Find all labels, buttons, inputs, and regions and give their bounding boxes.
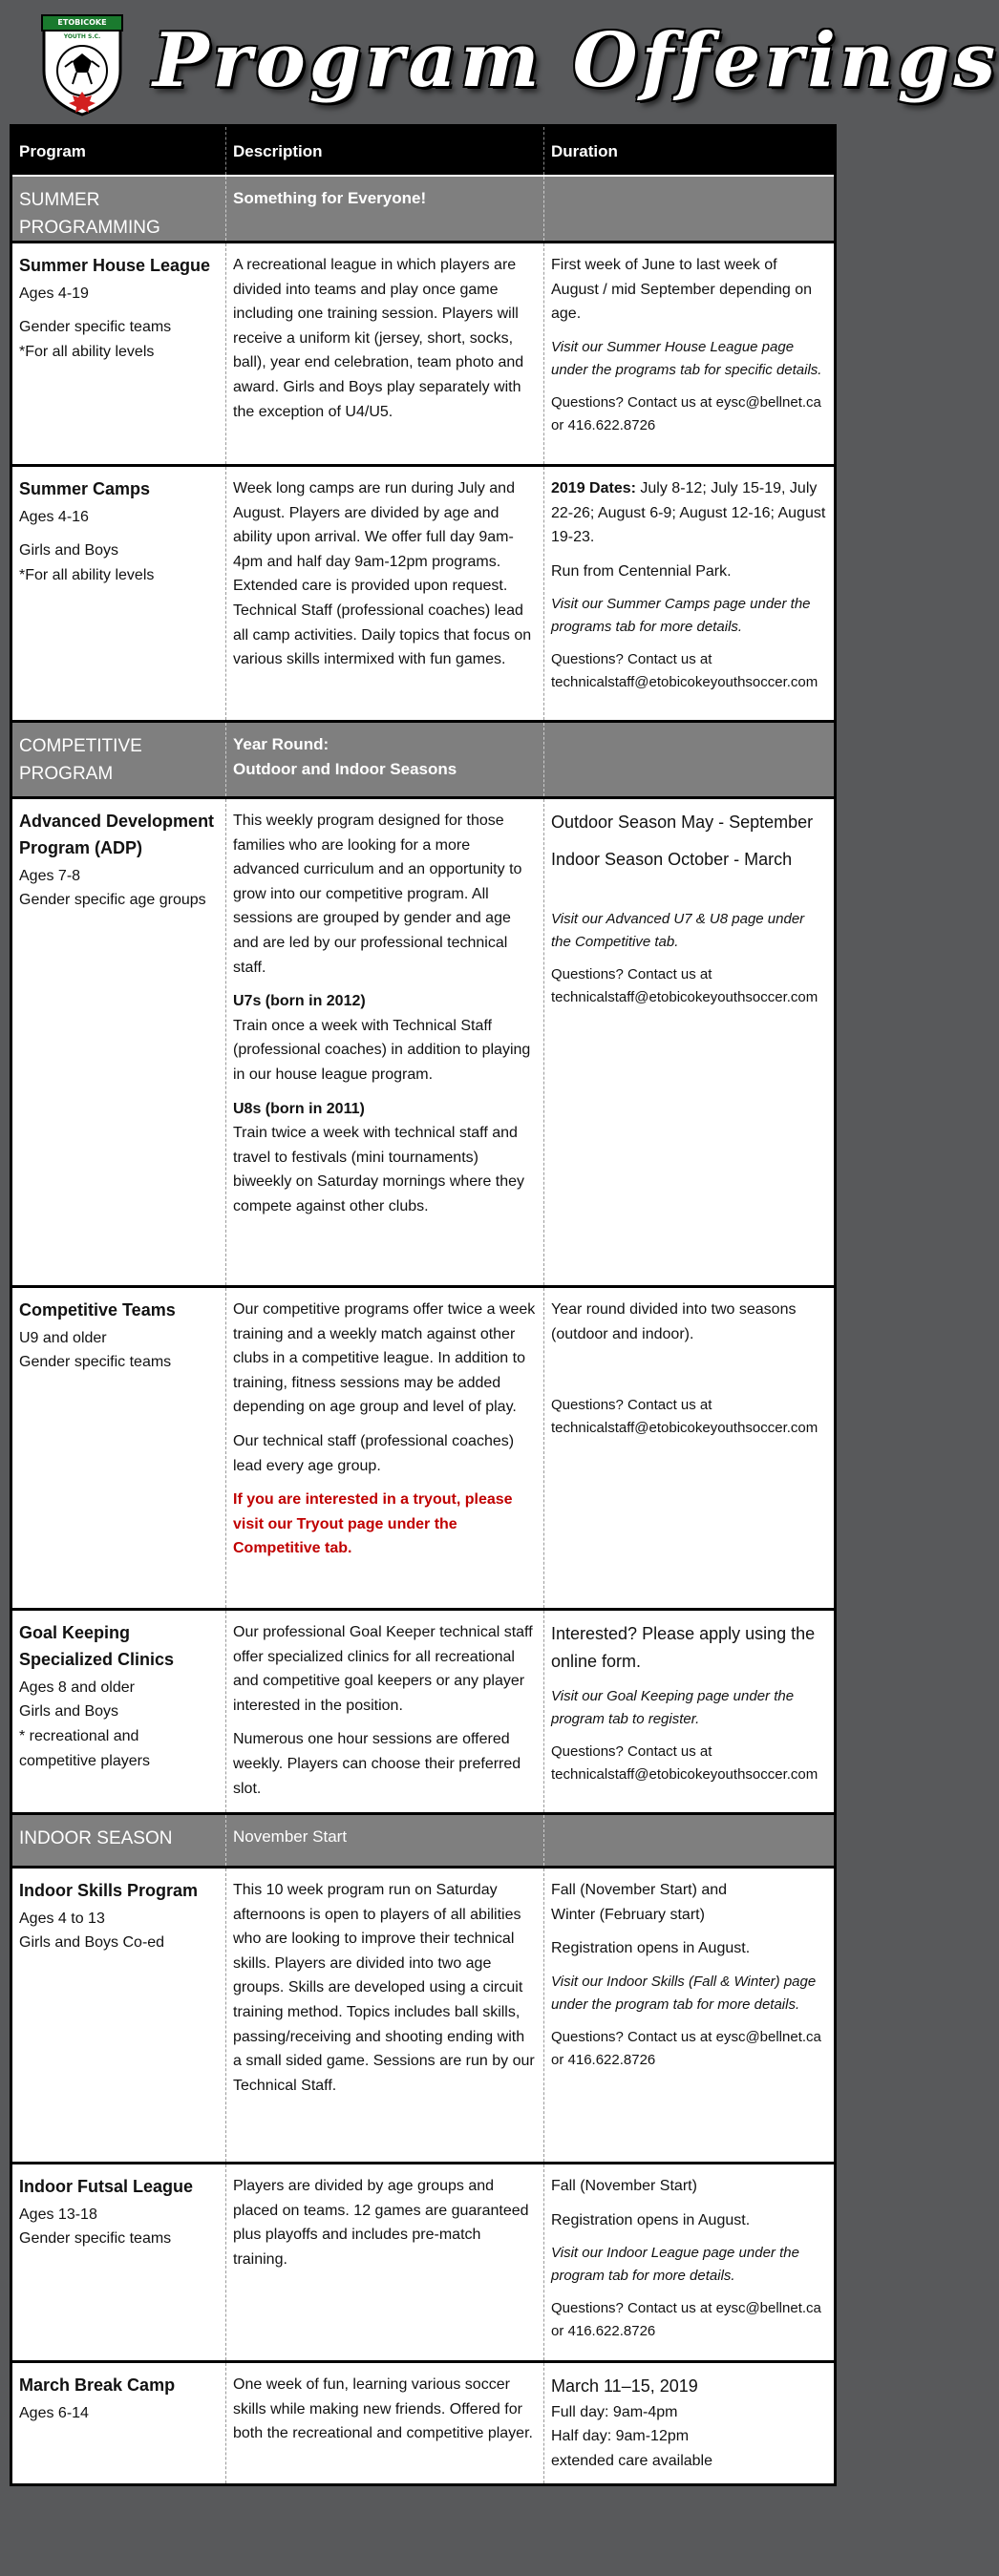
u8-title: U8s (born in 2011) (233, 1100, 365, 1117)
program-duration: Interested? Please apply using the online form. (551, 1624, 816, 1671)
program-ages: U9 and older (19, 1329, 107, 1346)
table-row (12, 2164, 834, 2363)
program-description: Our technical staff (professional coaches) lead every age group. (233, 1432, 515, 1474)
program-cell (12, 799, 226, 1285)
description-cell (226, 1288, 544, 1608)
program-description: Players are divided by age groups and placed on teams. 12 games are guaranteed plus playoffs and includes pre-match training. (233, 2178, 529, 2268)
program-description: This 10 week program run on Saturday afternoons is open to players of all abilities who are looking to improve their technical skills. Players are divided into two age groups. Skills are developed using a circuit training method. Topics includes ball skills, passing/receiving and shooting ending with a small sided game. Sessions are run by our Technical Staff. (233, 1882, 535, 2094)
column-header-program: Program (12, 127, 226, 175)
description-cell (226, 1611, 544, 1812)
full-day-hours: Full day: 9am-4pm (551, 2403, 678, 2420)
header (0, 0, 999, 124)
program-note: * recreational and competitive players (19, 1727, 150, 1769)
contact-info: Questions? Contact us at technicalstaff@etobicokeyouthsoccer.com (551, 1397, 818, 1437)
program-ages: Ages 7-8 (19, 867, 81, 884)
table-row (12, 799, 834, 1288)
registration-note: Registration opens in August. (551, 1940, 751, 1957)
table-row (12, 1288, 834, 1611)
club-logo (38, 13, 126, 116)
table-row (12, 467, 834, 723)
section-subtitle-line: Outdoor and Indoor Seasons (233, 760, 457, 779)
program-description: A recreational league in which players are divided into teams and play once game including one training session. Players will receive a uniform kit (jersey, short, socks, ball), year end celebration, team photo and award. Girls and Boys play separately with the exception of U4/U5. (233, 257, 524, 420)
camp-dates: March 11–15, 2019 (551, 2376, 698, 2396)
program-duration: Fall (November Start) (551, 2178, 697, 2194)
svg-text:ETOBICOKE: ETOBICOKE (57, 18, 107, 27)
program-description: Our competitive programs offer twice a week training and a weekly match against other clubs in a competitive league. In addition to training, fitness sessions may be added depending on age group and level of play. (233, 1301, 536, 1416)
table-row (12, 2363, 834, 2483)
table-row (12, 243, 834, 467)
program-note: Gender specific teams (19, 319, 172, 336)
contact-info: Questions? Contact us at eysc@bellnet.ca or 416.622.8726 (551, 393, 821, 433)
registration-note: Registration opens in August. (551, 2211, 751, 2228)
program-name: Advanced Development Program (ADP) (19, 812, 215, 857)
program-cell (12, 467, 226, 720)
program-note: Gender specific teams (19, 1354, 172, 1371)
program-note: Girls and Boys (19, 1703, 119, 1721)
program-description: This weekly program designed for those families who are looking for a more advanced curriculum and an opportunity to grow into our competitive program. All sessions are grouped by gender and age and are led by our professional technical staff. (233, 813, 522, 976)
program-ages: Ages 4-19 (19, 285, 89, 302)
program-duration: Outdoor Season May - September (551, 813, 814, 832)
visit-note: Visit our Summer Camps page under the programs tab for more details. (551, 596, 811, 636)
program-ages: Ages 4-16 (19, 508, 89, 525)
visit-note: Visit our Summer House League page under the programs tab for specific details. (551, 338, 822, 378)
section-title: INDOOR SEASON (12, 1815, 226, 1866)
program-name: Goal Keeping Specialized Clinics (19, 1623, 175, 1669)
program-name: March Break Camp (19, 2375, 176, 2395)
duration-cell (544, 2363, 834, 2483)
duration-cell (544, 243, 834, 464)
program-note: *For all ability levels (19, 567, 155, 584)
column-header-duration: Duration (551, 142, 618, 160)
section-row-indoor (12, 1815, 834, 1869)
program-description: One week of fun, learning various soccer skills while making new friends. Offered for both the recreational and competitive player. (233, 2376, 533, 2442)
program-name: Indoor Skills Program (19, 1881, 199, 1900)
camp-location: Run from Centennial Park. (551, 562, 732, 580)
program-description: Numerous one hour sessions are offered weekly. Players can choose their preferred slot. (233, 1731, 521, 1797)
half-day-hours: Half day: 9am-12pm (551, 2428, 690, 2445)
contact-info: Questions? Contact us at technicalstaff@etobicokeyouthsoccer.com (551, 651, 818, 691)
description-cell (226, 2363, 544, 2483)
description-cell (226, 1869, 544, 2162)
visit-note: Visit our Advanced U7 & U8 page under the Competitive tab. (551, 910, 805, 950)
section-title: COMPETITIVE PROGRAM (12, 723, 226, 796)
u7-text: Train once a week with Technical Staff (professional coaches) in addition to playing in our house league program. (233, 1017, 531, 1083)
contact-info: Questions? Contact us at technicalstaff@etobicokeyouthsoccer.com (551, 1742, 818, 1783)
program-cell (12, 1869, 226, 2162)
program-name: Indoor Futsal League (19, 2177, 194, 2196)
program-duration: Year round divided into two seasons (outdoor and indoor). (551, 1301, 797, 1342)
section-row-summer (12, 177, 834, 243)
section-row-competitive (12, 723, 834, 799)
table-row (12, 1869, 834, 2164)
program-cell (12, 1288, 226, 1608)
program-duration: Indoor Season October - March (551, 849, 793, 869)
description-cell (226, 243, 544, 464)
contact-info: Questions? Contact us at eysc@bellnet.ca or 416.622.8726 (551, 2300, 821, 2340)
duration-cell (544, 1288, 834, 1608)
visit-note: Visit our Indoor Skills (Fall & Winter) page under the program tab for more details. (551, 1973, 817, 2013)
program-cell (12, 243, 226, 464)
contact-info: Questions? Contact us at technicalstaff@etobicokeyouthsoccer.com (551, 965, 818, 1005)
program-note: Girls and Boys Co-ed (19, 1934, 165, 1952)
program-cell (12, 1611, 226, 1812)
program-ages: Ages 6-14 (19, 2404, 89, 2421)
program-note: Girls and Boys (19, 542, 119, 560)
program-note: *For all ability levels (19, 344, 155, 361)
camp-dates: July 8-12; July 15-19, July 22-26; August 6-9; August 12-16; August 19-23. (551, 480, 826, 546)
program-duration: First week of June to last week of August / mid September depending on age. (551, 257, 813, 323)
table-row (12, 1611, 834, 1815)
program-description: Week long camps are run during July and August. Players are divided by age and ability upon arrival. We offer full day 9am-4pm and half day 9am-12pm programs. Extended care is provided upon request. Technical Staff (professional coaches) lead all camp activities. Daily topics that focus on various skills intermixed with fun games. (233, 480, 532, 668)
visit-note: Visit our Indoor League page under the program tab for more details. (551, 2245, 799, 2285)
extended-care-note: extended care available (551, 2452, 713, 2469)
program-table (10, 124, 837, 2486)
u8-text: Train twice a week with technical staff and travel to festivals (mini tournaments) biweekly on Saturday mornings where they compete against other clubs. (233, 1125, 525, 1214)
duration-cell (544, 467, 834, 720)
duration-cell (544, 1869, 834, 2162)
duration-cell (544, 2164, 834, 2360)
program-cell (12, 2363, 226, 2483)
program-ages: Ages 8 and older (19, 1679, 135, 1696)
section-subtitle: Something for Everyone! (226, 177, 544, 241)
program-ages: Ages 13-18 (19, 2206, 97, 2223)
page-title: Program Offerings (153, 17, 999, 104)
program-description: Our professional Goal Keeper technical staff offer specialized clinics for all recreational and competitive goal keepers or any player interested in the position. (233, 1624, 533, 1714)
duration-cell (544, 1611, 834, 1812)
program-cell (12, 2164, 226, 2360)
description-cell (226, 467, 544, 720)
section-subtitle: November Start (226, 1815, 544, 1866)
tryout-link[interactable]: If you are interested in a tryout, please visit our Tryout page under the Competitive tab. (233, 1491, 513, 1557)
dates-label: 2019 Dates: (551, 480, 636, 496)
section-title: SUMMER PROGRAMMING (12, 177, 226, 241)
program-note: Gender specific age groups (19, 892, 206, 909)
visit-note: Visit our Goal Keeping page under the program tab to register. (551, 1687, 795, 1727)
section-subtitle (226, 723, 544, 796)
program-ages: Ages 4 to 13 (19, 1910, 105, 1927)
program-name: Competitive Teams (19, 1300, 176, 1320)
contact-info: Questions? Contact us at eysc@bellnet.ca or 416.622.8726 (551, 2028, 821, 2068)
program-name: Summer House League (19, 256, 211, 275)
table-header-row (12, 127, 834, 177)
description-cell (226, 2164, 544, 2360)
duration-cell (544, 799, 834, 1285)
program-duration: Winter (February start) (551, 1906, 705, 1923)
program-name: Summer Camps (19, 479, 151, 498)
description-cell (226, 799, 544, 1285)
u7-title: U7s (born in 2012) (233, 993, 366, 1010)
program-duration: Fall (November Start) and (551, 1882, 728, 1898)
section-subtitle-line: Year Round: (233, 735, 329, 753)
column-header-description: Description (226, 127, 544, 175)
program-note: Gender specific teams (19, 2230, 172, 2248)
svg-text:YOUTH S.C.: YOUTH S.C. (63, 33, 101, 40)
